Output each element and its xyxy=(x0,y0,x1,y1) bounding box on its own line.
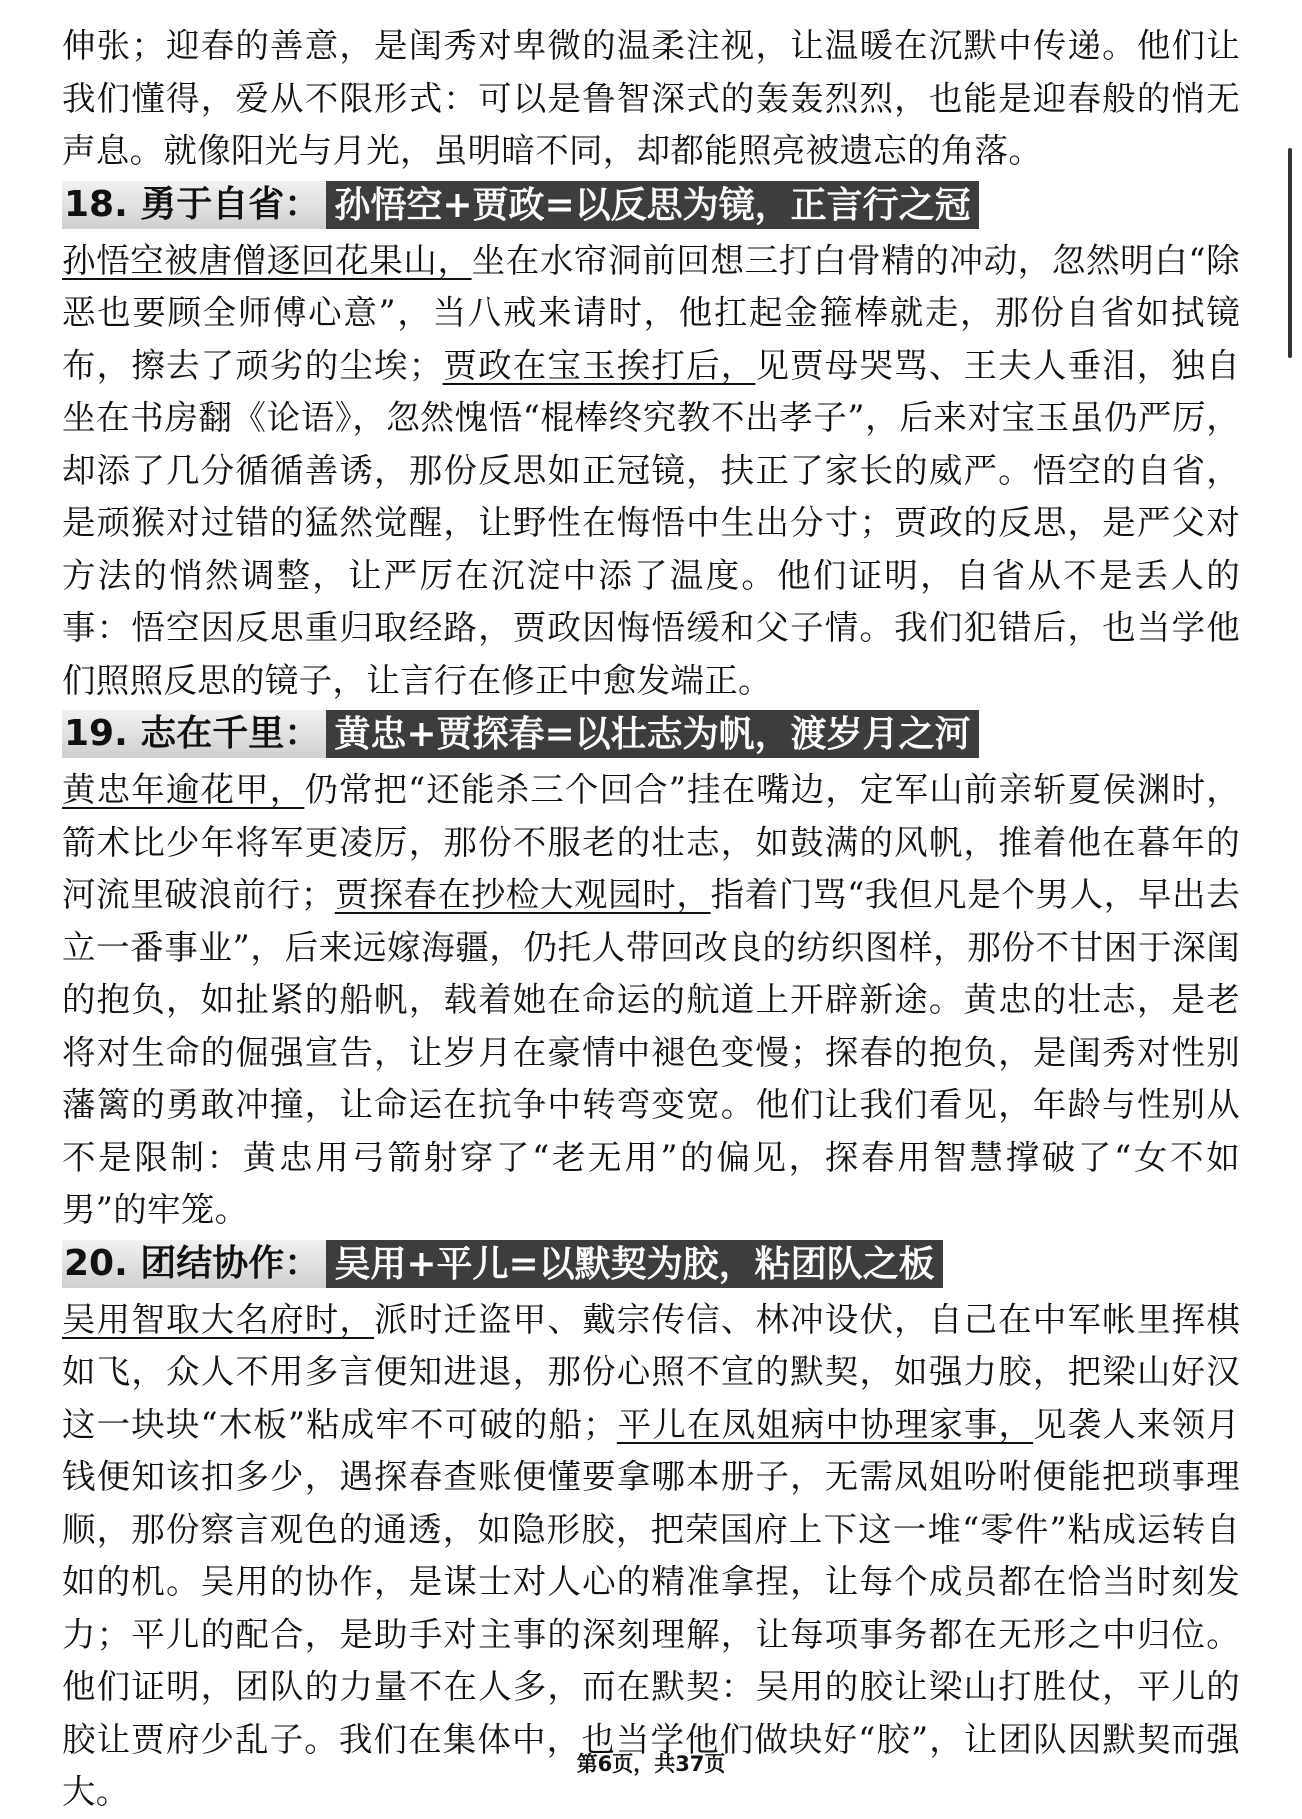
section-19-paragraph xyxy=(62,764,1240,1237)
section-19-text-1: 仍常把“还能杀三个回合”挂在嘴边，定军山前亲斩夏侯渊时，箭术比少年将军更凌厉，那份不服老的壮志，如鼓满的风帆，推着他在暮年的河流里破浪前行； xyxy=(62,770,1240,914)
section-20-underline-1: 吴用智取大名府时， xyxy=(62,1299,375,1339)
section-19-underline-1: 黄忠年逾花甲， xyxy=(62,770,305,809)
section-18-label: 18. 勇于自省： xyxy=(62,181,326,229)
section-19-underline-2: 贾探春在抄检大观园时， xyxy=(334,875,711,914)
section-18-heading xyxy=(62,179,1240,231)
section-20-heading xyxy=(62,1238,1240,1290)
section-20-paragraph xyxy=(62,1294,1240,1819)
document-page xyxy=(62,20,1240,1819)
section-20-label: 20. 团结协作： xyxy=(62,1240,326,1288)
section-18-text-2: 见贾母哭骂、王夫人垂泪，独自坐在书房翻《论语》，忽然愧悟“棍棒终究教不出孝子”，后来对宝玉虽仍严厉，却添了几分循循善诱，那份反思如正冠镜，扶正了家长的威严。悟空的自省，是顽猴对过错的猛然觉醒，让野性在悔悟中生出分寸；贾政的反思，是严父对方法的悄然调整，让严厉在沉淀中添了温度。他们证明，自省从不是丢人的事：悟空因反思重归取经路，贾政因悔悟缓和父子情。我们犯错后，也当学他们照照反思的镜子，让言行在修正中愈发端正。 xyxy=(62,345,1240,700)
page-number: 第6页，共37页 xyxy=(576,1752,726,1776)
section-18-title: 孙悟空+贾政=以反思为镜，正言行之冠 xyxy=(326,181,978,229)
scrollbar[interactable] xyxy=(1288,148,1292,358)
section-19-heading xyxy=(62,708,1240,760)
section-19-label: 19. 志在千里： xyxy=(62,710,326,758)
section-20-title: 吴用+平儿=以默契为胶，粘团队之板 xyxy=(326,1240,942,1288)
section-18-underline-2: 贾政在宝玉挨打后， xyxy=(442,345,756,385)
intro-paragraph: 伸张；迎春的善意，是闺秀对卑微的温柔注视，让温暖在沉默中传递。他们让我们懂得，爱从不限形式：可以是鲁智深式的轰轰烈烈，也能是迎春般的悄无声息。就像阳光与月光，虽明暗不同，却都能照亮被遗忘的角落。 xyxy=(62,26,1240,170)
section-19-title: 黄忠+贾探春=以壮志为帆，渡岁月之河 xyxy=(326,710,978,758)
section-20-text-2: 见袭人来领月钱便知该扣多少，遇探春查账便懂要拿哪本册子，无需凤姐吩咐便能把琐事理顺，那份察言观色的通透，如隐形胶，把荣国府上下这一堆“零件”粘成运转自如的机。吴用的协作，是谋士对人心的精准拿捏，让每个成员都在恰当时刻发力；平儿的配合，是助手对主事的深刻理解，让每项事务都在无形之中归位。他们证明，团队的力量不在人多，而在默契：吴用的胶让梁山打胜仗，平儿的胶让贾府少乱子。我们在集体中，也当学他们做块好“胶”，让团队因默契而强大。 xyxy=(62,1404,1240,1811)
section-18-underline-1: 孙悟空被唐僧逐回花果山， xyxy=(62,240,472,280)
section-20-underline-2: 平儿在凤姐病中协理家事， xyxy=(616,1404,1034,1444)
section-19-text-2: 指着门骂“我但凡是个男人，早出去立一番事业”，后来远嫁海疆，仍托人带回改良的纺织图样，那份不甘困于深闺的抱负，如扯紧的船帆，载着她在命运的航道上开辟新途。黄忠的壮志，是老将对生命的倔强宣告，让岁月在豪情中褪色变慢；探春的抱负，是闺秀对性别藩篱的勇敢冲撞，让命运在抗争中转弯变宽。他们让我们看见，年龄与性别从不是限制：黄忠用弓箭射穿了“老无用”的偏见，探春用智慧撑破了“女不如男”的牢笼。 xyxy=(62,875,1240,1229)
section-18-text-1: 坐在水帘洞前回想三打白骨精的冲动，忽然明白“除恶也要顾全师傅心意”，当八戒来请时，他扛起金箍棒就走，那份自省如拭镜布，擦去了顽劣的尘埃； xyxy=(62,240,1240,385)
section-18-paragraph xyxy=(62,235,1240,708)
section-20-text-1: 派时迁盗甲、戴宗传信、林冲设伏，自己在中军帐里挥棋如飞，众人不用多言便知进退，那份心照不宣的默契，如强力胶，把梁山好汉这一块块“木板”粘成牢不可破的船； xyxy=(62,1299,1241,1444)
